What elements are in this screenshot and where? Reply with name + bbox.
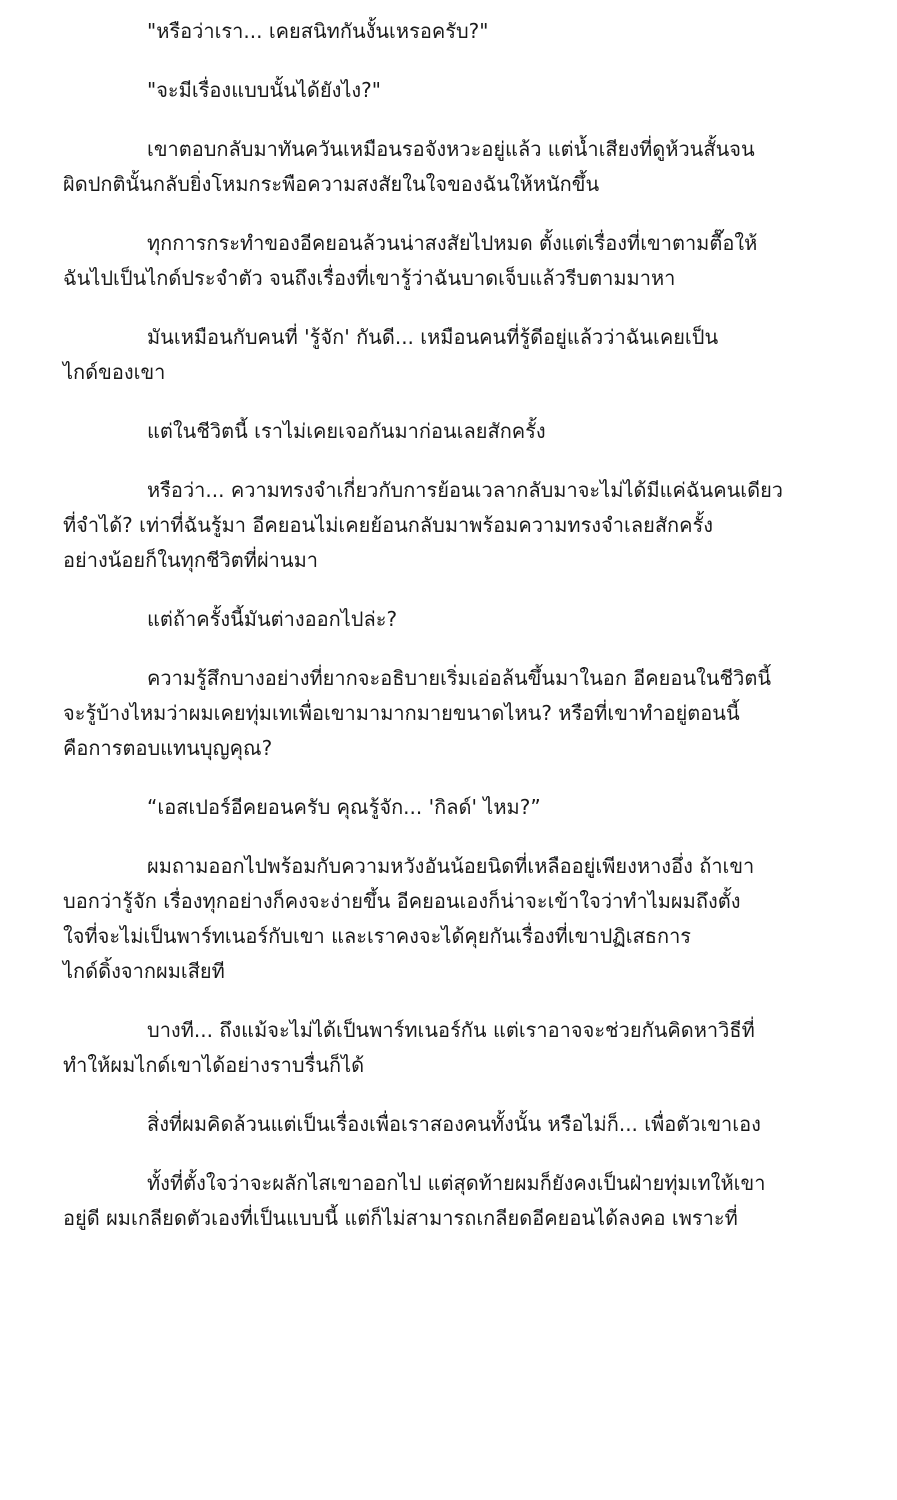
text-line: ฉันไปเป็นไกด์ประจำตัว จนถึงเรื่องที่เขารู้ว่าฉันบาดเจ็บแล้วรีบตามมาหา bbox=[63, 266, 676, 290]
paragraph-13 bbox=[63, 1107, 843, 1142]
paragraph-3 bbox=[63, 132, 843, 202]
text-line: "หรือว่าเรา... เคยสนิทกันงั้นเหรอครับ?" bbox=[147, 19, 489, 43]
paragraph-5 bbox=[63, 320, 843, 390]
paragraph-10 bbox=[63, 790, 843, 825]
text-line: คือการตอบแทนบุญคุณ? bbox=[63, 736, 273, 760]
text-line: ทำให้ผมไกด์เขาได้อย่างราบรื่นก็ได้ bbox=[63, 1053, 365, 1077]
paragraph-6 bbox=[63, 414, 843, 449]
text-line: แต่ถ้าครั้งนี้มันต่างออกไปล่ะ? bbox=[147, 607, 398, 631]
paragraph-14 bbox=[63, 1166, 843, 1236]
text-line: มันเหมือนกับคนที่ 'รู้จัก' กันดี... เหมือนคนที่รู้ดีอยู่แล้วว่าฉันเคยเป็น bbox=[147, 325, 719, 349]
text-line: ไกด์ของเขา bbox=[63, 360, 166, 384]
text-line: ทุกการกระทำของอีคยอนล้วนน่าสงสัยไปหมด ตั้งแต่เรื่องที่เขาตามตื๊อให้ bbox=[147, 231, 758, 255]
paragraph-11 bbox=[63, 849, 843, 989]
paragraph-7 bbox=[63, 473, 843, 578]
text-line: "จะมีเรื่องแบบนั้นได้ยังไง?" bbox=[147, 78, 381, 102]
text-line: ผิดปกตินั้นกลับยิ่งโหมกระพือความสงสัยในใจของฉันให้หนักขึ้น bbox=[63, 172, 600, 196]
paragraph-1 bbox=[63, 14, 843, 49]
text-line: ผมถามออกไปพร้อมกับความหวังอันน้อยนิดที่เหลืออยู่เพียงหางอึ่ง ถ้าเขา bbox=[147, 854, 755, 878]
text-line: ที่จำได้? เท่าที่ฉันรู้มา อีคยอนไม่เคยย้อนกลับมาพร้อมความทรงจำเลยสักครั้ง bbox=[63, 513, 714, 537]
text-line: บางที... ถึงแม้จะไม่ได้เป็นพาร์ทเนอร์กัน แต่เราอาจจะช่วยกันคิดหาวิธีที่ bbox=[147, 1018, 755, 1042]
paragraph-2 bbox=[63, 73, 843, 108]
text-line: เขาตอบกลับมาทันควันเหมือนรอจังหวะอยู่แล้ว แต่น้ำเสียงที่ดูห้วนสั้นจน bbox=[147, 137, 755, 161]
paragraph-4 bbox=[63, 226, 843, 296]
text-line: จะรู้บ้างไหมว่าผมเคยทุ่มเทเพื่อเขามามากมายขนาดไหน? หรือที่เขาทำอยู่ตอนนี้ bbox=[63, 701, 740, 725]
text-line: ทั้งที่ตั้งใจว่าจะผลักไสเขาออกไป แต่สุดท้ายผมก็ยังคงเป็นฝ่ายทุ่มเทให้เขา bbox=[147, 1171, 766, 1195]
text-line: แต่ในชีวิตนี้ เราไม่เคยเจอกันมาก่อนเลยสักครั้ง bbox=[147, 419, 546, 443]
paragraph-8 bbox=[63, 602, 843, 637]
text-line: อย่างน้อยก็ในทุกชีวิตที่ผ่านมา bbox=[63, 548, 318, 572]
text-line: อยู่ดี ผมเกลียดตัวเองที่เป็นแบบนี้ แต่ก็ไม่สามารถเกลียดอีคยอนได้ลงคอ เพราะที่ bbox=[63, 1206, 738, 1230]
paragraph-9 bbox=[63, 661, 843, 766]
text-line: บอกว่ารู้จัก เรื่องทุกอย่างก็คงจะง่ายขึ้น อีคยอนเองก็น่าจะเข้าใจว่าทำไมผมถึงตั้ง bbox=[63, 889, 741, 913]
body-text bbox=[63, 14, 843, 1260]
text-line: ไกด์ดิ้งจากผมเสียที bbox=[63, 959, 225, 983]
text-line: หรือว่า... ความทรงจำเกี่ยวกับการย้อนเวลากลับมาจะไม่ได้มีแค่ฉันคนเดียว bbox=[147, 478, 784, 502]
text-line: สิ่งที่ผมคิดล้วนแต่เป็นเรื่องเพื่อเราสองคนทั้งนั้น หรือไม่ก็... เพื่อตัวเขาเอง bbox=[147, 1112, 761, 1136]
text-line: ความรู้สึกบางอย่างที่ยากจะอธิบายเริ่มเอ่อล้นขึ้นมาในอก อีคยอนในชีวิตนี้ bbox=[147, 666, 771, 690]
paragraph-12 bbox=[63, 1013, 843, 1083]
text-line: “เอสเปอร์อีคยอนครับ คุณรู้จัก... 'กิลด์' ไหม?” bbox=[147, 795, 541, 819]
text-line: ใจที่จะไม่เป็นพาร์ทเนอร์กับเขา และเราคงจะได้คุยกันเรื่องที่เขาปฏิเสธการ bbox=[63, 924, 692, 948]
